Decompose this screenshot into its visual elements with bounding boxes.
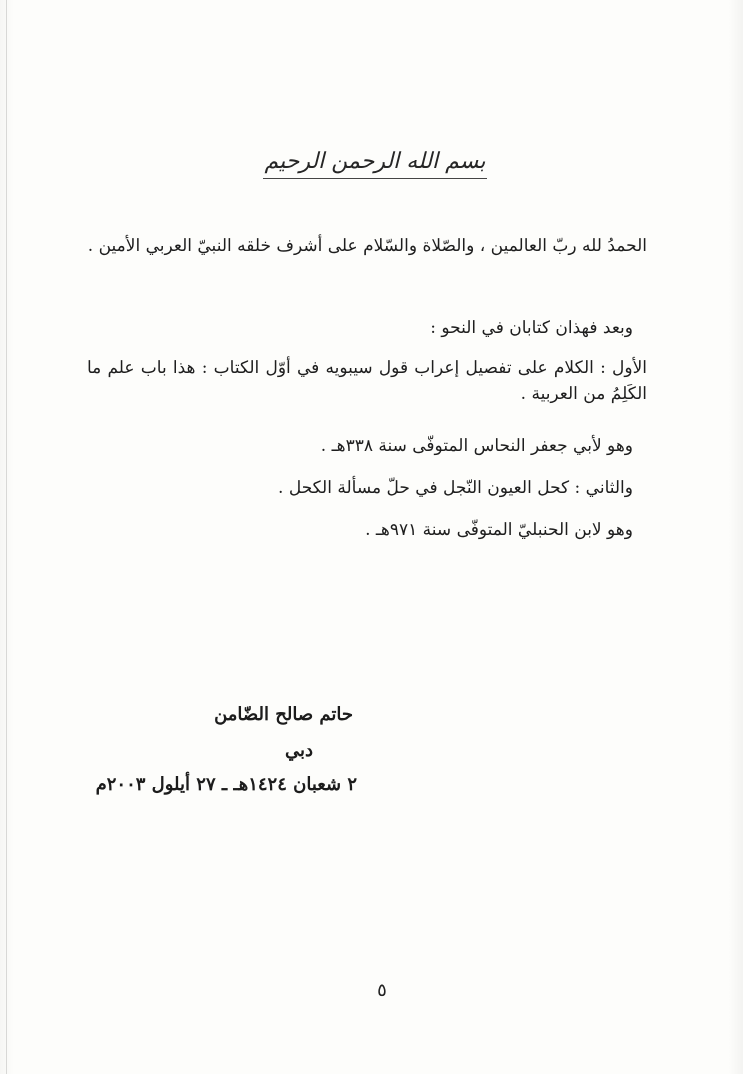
basmala-text: بسم الله الرحمن الرحيم bbox=[264, 149, 486, 174]
basmala-heading bbox=[255, 142, 495, 190]
basmala-flourish bbox=[263, 178, 487, 179]
paragraph-praise: الحمدُ لله ربّ العالمين ، والصّلاة والسّلام على أشرف خلقه النبيّ العربي الأمين . bbox=[87, 236, 647, 256]
page-edge bbox=[6, 0, 7, 1074]
paragraph-second-book: والثاني : كحل العيون النّجل في حلّ مسألة الكحل . bbox=[278, 478, 633, 498]
paragraph-first-book: الأول : الكلام على تفصيل إعراب قول سيبويه في أوّل الكتاب : هذا باب علم ما الكَلِمُ من العربية . bbox=[87, 358, 647, 404]
paragraph-intro: وبعد فهذان كتابان في النحو : bbox=[430, 318, 633, 338]
paragraph-first-author: وهو لأبي جعفر النحاس المتوفّى سنة ٣٣٨هـ . bbox=[320, 436, 633, 456]
page-number: ٥ bbox=[377, 980, 387, 1001]
signature-name: حاتم صالح الضّامن bbox=[214, 704, 353, 725]
signature-city: دبي bbox=[284, 740, 313, 761]
signature-date: ٢ شعبان ١٤٢٤هـ ـ ٢٧ أيلول ٢٠٠٣م bbox=[95, 774, 357, 795]
paragraph-second-author: وهو لابن الحنبليّ المتوفّى سنة ٩٧١هـ . bbox=[365, 520, 633, 540]
